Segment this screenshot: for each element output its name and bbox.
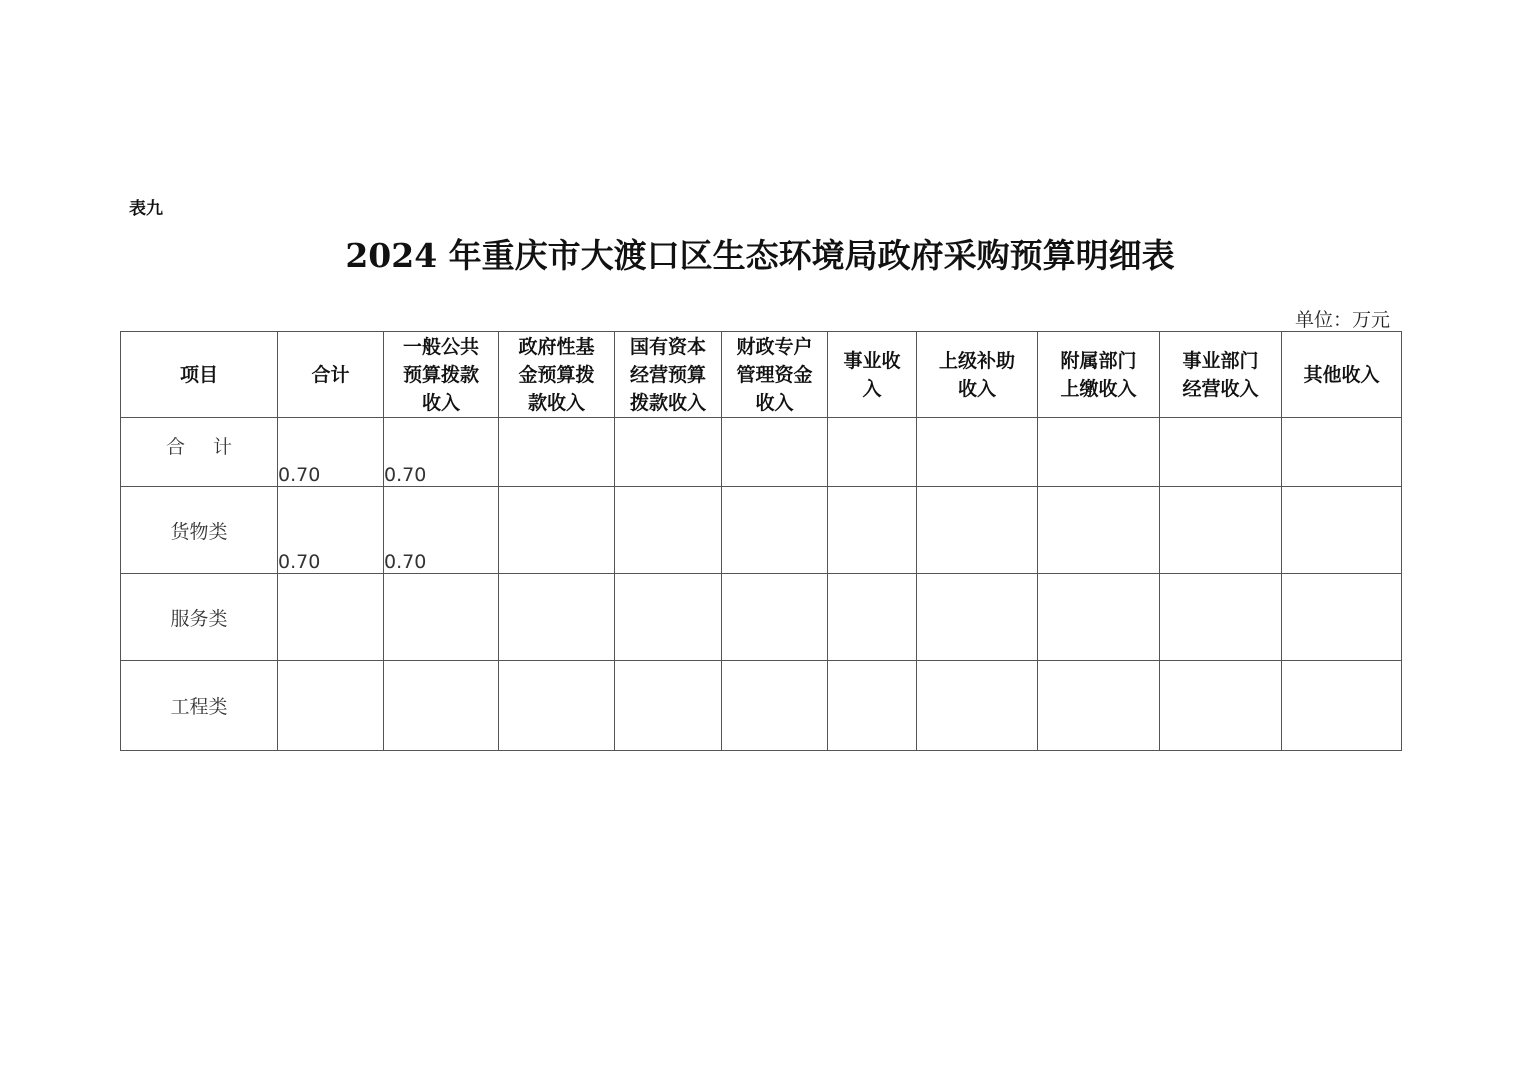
cell-total — [278, 574, 384, 661]
table-row-goods — [121, 487, 1402, 574]
table-cell — [1160, 574, 1282, 661]
table-cell — [828, 418, 917, 487]
table-cell — [1282, 418, 1402, 487]
column-header: 事业部门 经营收入 — [1160, 332, 1282, 418]
table-cell — [917, 487, 1038, 574]
column-header: 财政专户 管理资金 收入 — [722, 332, 828, 418]
table-cell — [1282, 661, 1402, 751]
table-cell — [1160, 661, 1282, 751]
table-cell — [828, 487, 917, 574]
table-cell — [615, 661, 722, 751]
table-cell — [1282, 487, 1402, 574]
table-cell — [499, 574, 615, 661]
unit-label: 单位：万元 — [1294, 309, 1390, 331]
table-row-total — [121, 418, 1402, 487]
row-label: 工程类 — [121, 661, 278, 751]
cell-total — [278, 661, 384, 751]
column-header: 附属部门 上缴收入 — [1038, 332, 1160, 418]
table-number-label: 表九 — [129, 199, 163, 219]
document-title: 2024 年重庆市大渡口区生态环境局政府采购预算明细表 — [345, 236, 1175, 275]
procurement-budget-table — [120, 331, 1402, 751]
column-header: 政府性基 金预算拨 款收入 — [499, 332, 615, 418]
table-cell — [615, 574, 722, 661]
table-cell — [615, 418, 722, 487]
cell-general-budget — [384, 661, 499, 751]
table-cell — [1038, 418, 1160, 487]
table-cell — [1160, 487, 1282, 574]
column-header: 其他收入 — [1282, 332, 1402, 418]
cell-general-budget — [384, 574, 499, 661]
table-cell — [722, 487, 828, 574]
row-label — [121, 418, 278, 487]
cell-total: 0.70 — [278, 418, 384, 487]
table-cell — [722, 574, 828, 661]
table-cell — [1038, 574, 1160, 661]
table-cell — [917, 574, 1038, 661]
column-header: 国有资本 经营预算 拨款收入 — [615, 332, 722, 418]
cell-general-budget: 0.70 — [384, 418, 499, 487]
row-label: 服务类 — [121, 574, 278, 661]
table-cell — [828, 574, 917, 661]
table-cell — [1160, 418, 1282, 487]
table-cell — [499, 487, 615, 574]
column-header: 项目 — [121, 332, 278, 418]
table-cell — [615, 487, 722, 574]
table-cell — [1038, 487, 1160, 574]
table-cell — [1282, 574, 1402, 661]
column-header: 上级补助 收入 — [917, 332, 1038, 418]
table-cell — [917, 661, 1038, 751]
table-cell — [917, 418, 1038, 487]
column-header: 事业收 入 — [828, 332, 917, 418]
row-label-text: 合计 — [165, 436, 260, 458]
table-row-engineering — [121, 661, 1402, 751]
table-cell — [828, 661, 917, 751]
table-cell — [499, 661, 615, 751]
cell-total: 0.70 — [278, 487, 384, 574]
table-cell — [499, 418, 615, 487]
column-header: 一般公共 预算拨款 收入 — [384, 332, 499, 418]
table-cell — [722, 418, 828, 487]
table-row-services — [121, 574, 1402, 661]
column-header: 合计 — [278, 332, 384, 418]
header-row — [121, 332, 1402, 418]
table-cell — [722, 661, 828, 751]
row-label: 货物类 — [121, 487, 278, 574]
table-cell — [1038, 661, 1160, 751]
cell-general-budget: 0.70 — [384, 487, 499, 574]
